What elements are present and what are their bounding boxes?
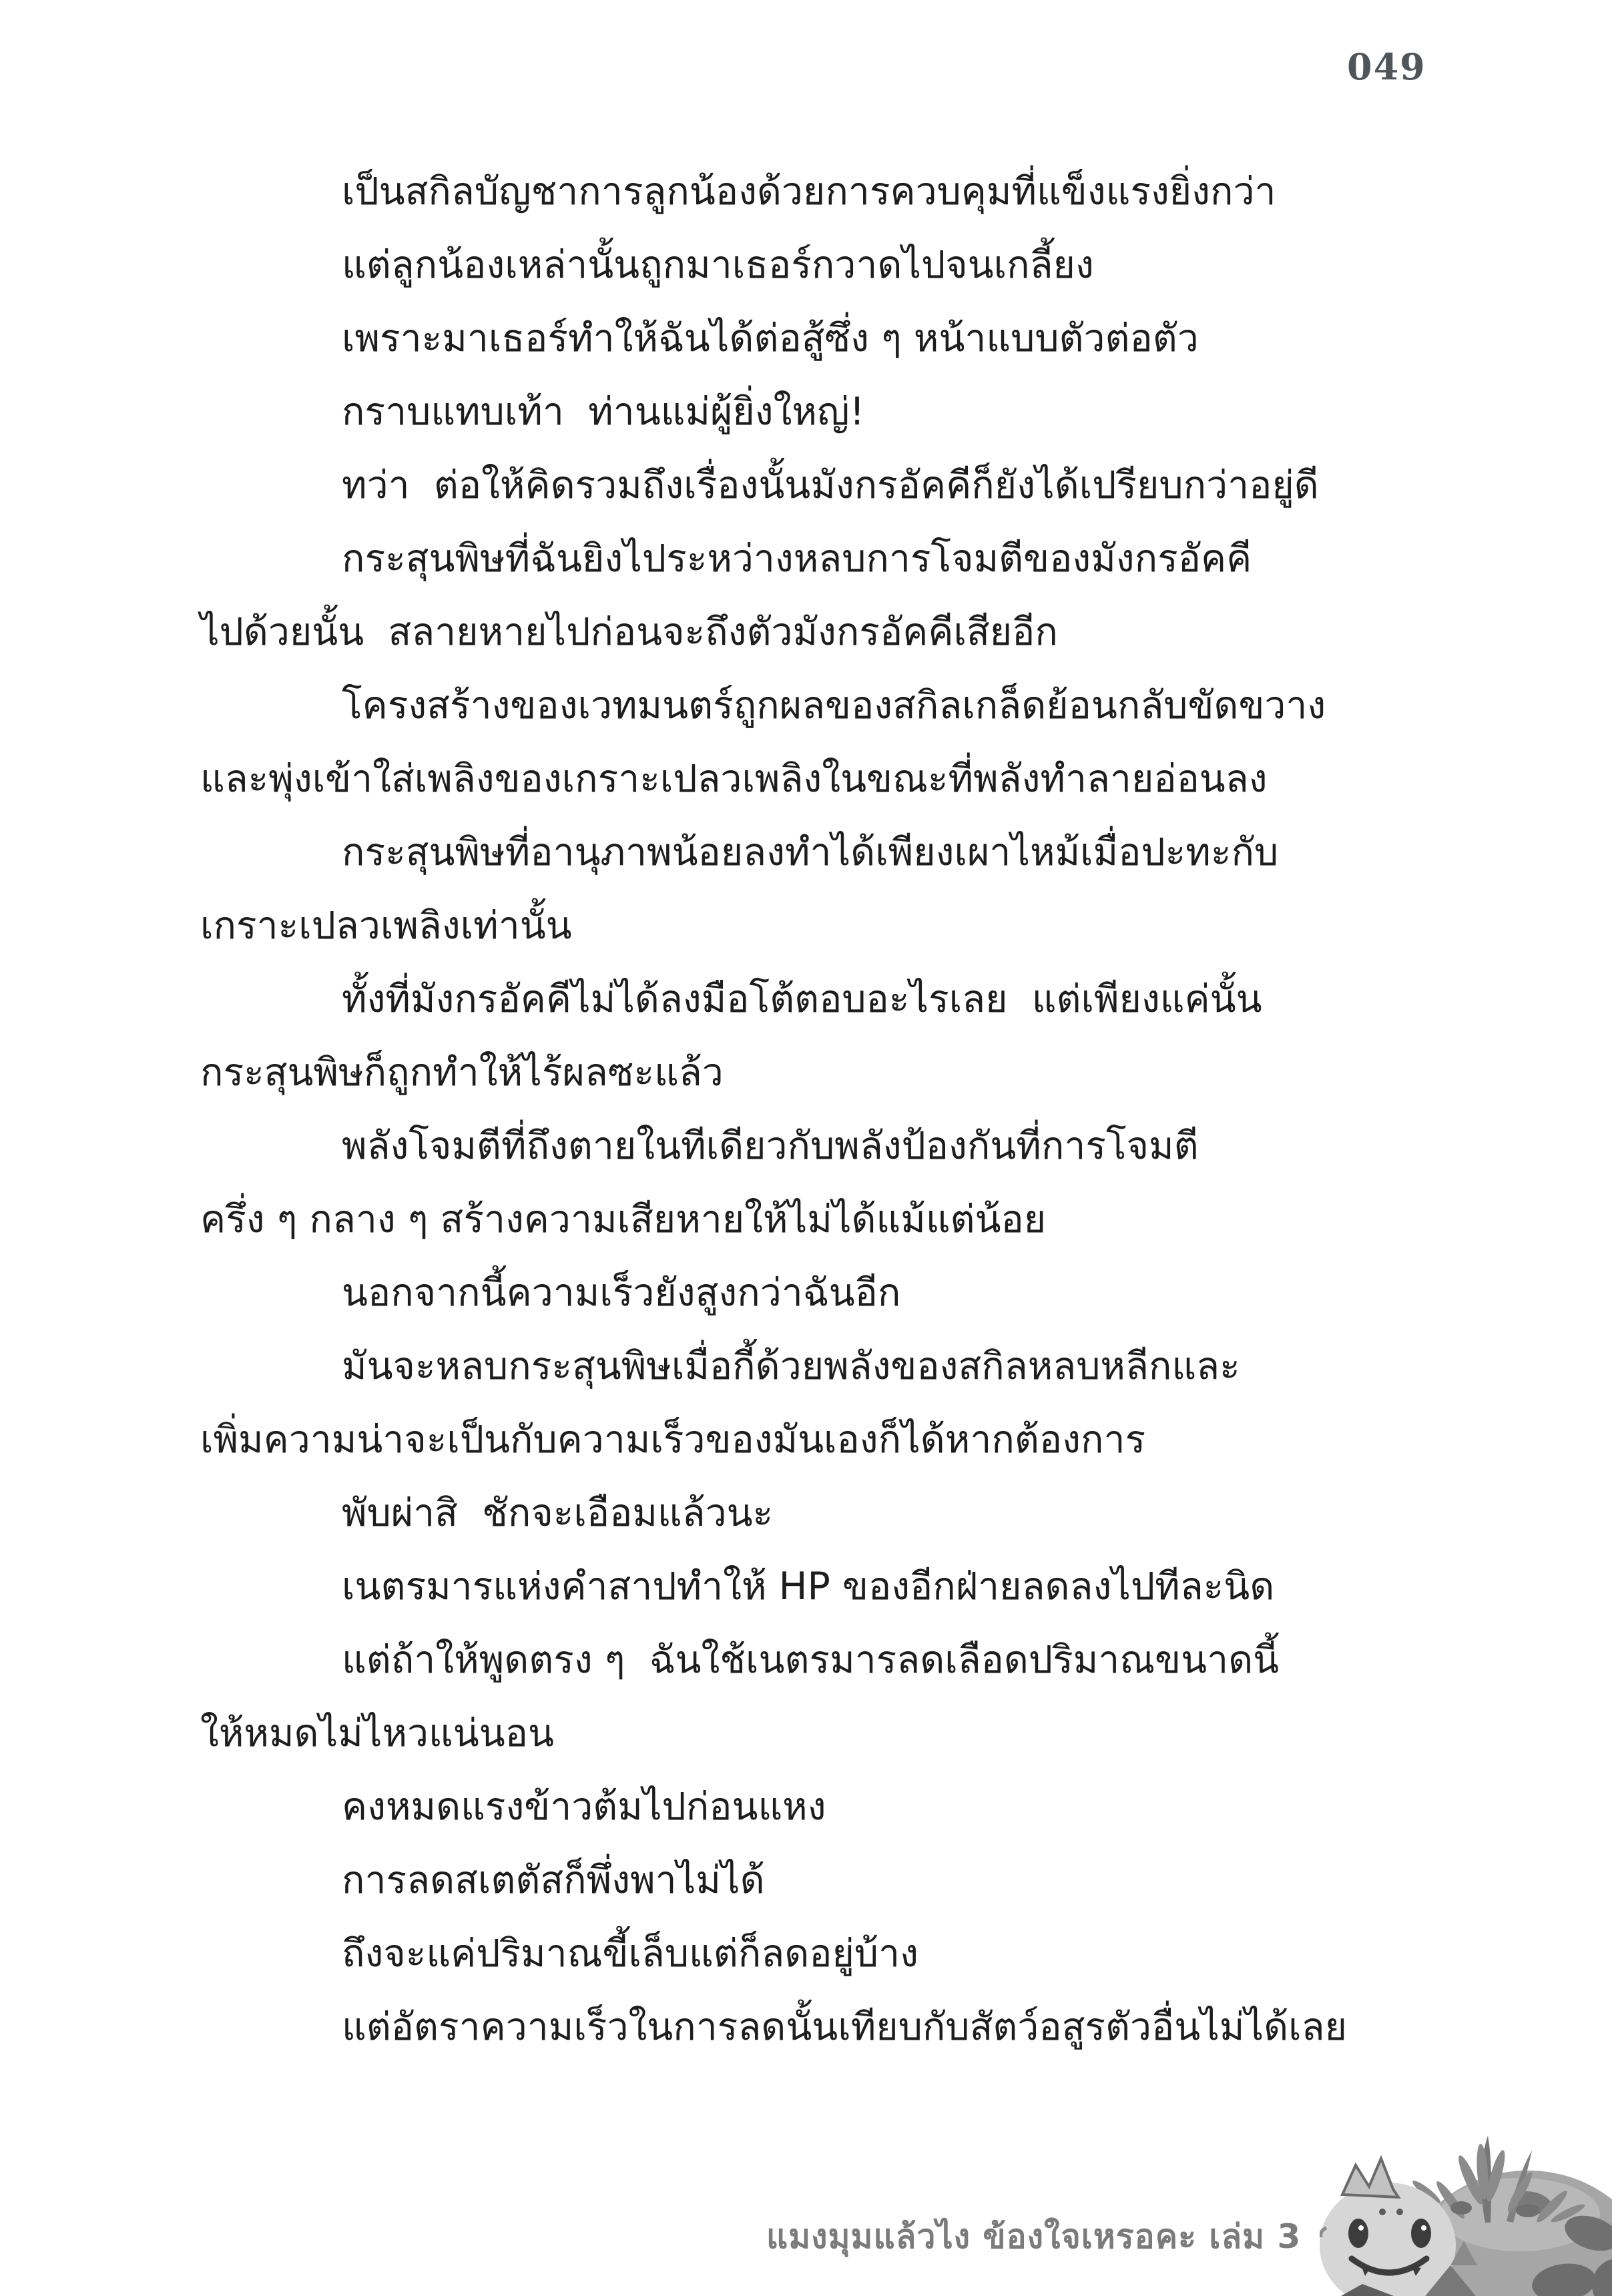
text-block	[200, 155, 1422, 2064]
text-line: การลดสเตตัสก็พึ่งพาไม่ได้	[342, 1858, 765, 1902]
text-line: แต่ลูกน้องเหล่านั้นถูกมาเธอร์กวาดไปจนเกลี้ยง	[342, 243, 1094, 287]
creature-face	[1320, 2159, 1456, 2296]
text-line: คงหมดแรงข้าวต้มไปก่อนแหง	[342, 1785, 826, 1829]
crown-horn	[1342, 2159, 1398, 2197]
text-line: นอกจากนี้ความเร็วยังสูงกว่าฉันอีก	[342, 1271, 901, 1315]
text-line: พับผ่าสิ ชักจะเอือมแล้วนะ	[342, 1491, 774, 1535]
text-line: เนตรมารแห่งคำสาปทำให้ HP ของอีกฝ่ายลดลงไปทีละนิด	[342, 1564, 1275, 1609]
text-line: โครงสร้างของเวทมนตร์ถูกผลของสกิลเกล็ดย้อนกลับขัดขวาง	[342, 683, 1326, 728]
text-line: กระสุนพิษก็ถูกทำให้ไร้ผลซะแล้ว	[200, 1051, 724, 1095]
text-line: เพราะมาเธอร์ทำให้ฉันได้ต่อสู้ซึ่ง ๆ หน้าแบบตัวต่อตัว	[342, 316, 1199, 360]
text-line: และพุ่งเข้าใส่เพลิงของเกราะเปลวเพลิงในขณะที่พลังทำลายอ่อนลง	[200, 757, 1268, 801]
page-number: 049	[1347, 45, 1426, 88]
sad-creature-with-plants-illustration	[1320, 2128, 1612, 2296]
text-line: ทั้งที่มังกรอัคคีไม่ได้ลงมือโต้ตอบอะไรเลย แต่เพียงแค่นั้น	[342, 977, 1262, 1021]
text-line: กระสุนพิษที่อานุภาพน้อยลงทำได้เพียงเผาไหม้เมื่อปะทะกับ	[342, 830, 1279, 874]
text-line: ถึงจะแค่ปริมาณขี้เล็บแต่ก็ลดอยู่บ้าง	[342, 1932, 918, 1976]
text-line: ให้หมดไม่ไหวแน่นอน	[200, 1711, 554, 1755]
text-line: มันจะหลบกระสุนพิษเมื่อกี้ด้วยพลังของสกิลหลบหลีกและ	[342, 1344, 1240, 1388]
text-line: เกราะเปลวเพลิงเท่านั้น	[200, 904, 572, 948]
text-line: เป็นสกิลบัญชาการลูกน้องด้วยการควบคุมที่แข็งแรงยิ่งกว่า	[342, 170, 1276, 214]
text-line: ทว่า ต่อให้คิดรวมถึงเรื่องนั้นมังกรอัคคีก็ยังได้เปรียบกว่าอยู่ดี	[342, 463, 1319, 507]
text-line: กราบแทบเท้า ท่านแม่ผู้ยิ่งใหญ่!	[342, 390, 865, 434]
text-line: แต่อัตราความเร็วในการลดนั้นเทียบกับสัตว์อสูรตัวอื่นไม่ได้เลย	[342, 2005, 1347, 2049]
text-line: เพิ่มความน่าจะเป็นกับความเร็วของมันเองก็ได้หากต้องการ	[200, 1418, 1146, 1462]
footer-title: แมงมุมแล้วไง ข้องใจเหรอคะ เล่ม 3	[766, 2217, 1302, 2256]
text-line: กระสุนพิษที่ฉันยิงไประหว่างหลบการโจมตีของมังกรอัคคี	[342, 537, 1252, 581]
text-line: พลังโจมตีที่ถึงตายในทีเดียวกับพลังป้องกันที่การโจมตี	[342, 1124, 1199, 1168]
text-line: แต่ถ้าให้พูดตรง ๆ ฉันใช้เนตรมารลดเลือดปริมาณขนาดนี้	[342, 1638, 1280, 1682]
text-line: ครึ่ง ๆ กลาง ๆ สร้างความเสียหายให้ไม่ได้แม้แต่น้อย	[200, 1197, 1047, 1241]
text-line: ไปด้วยนั้น สลายหายไปก่อนจะถึงตัวมังกรอัคคีเสียอีก	[200, 610, 1058, 654]
